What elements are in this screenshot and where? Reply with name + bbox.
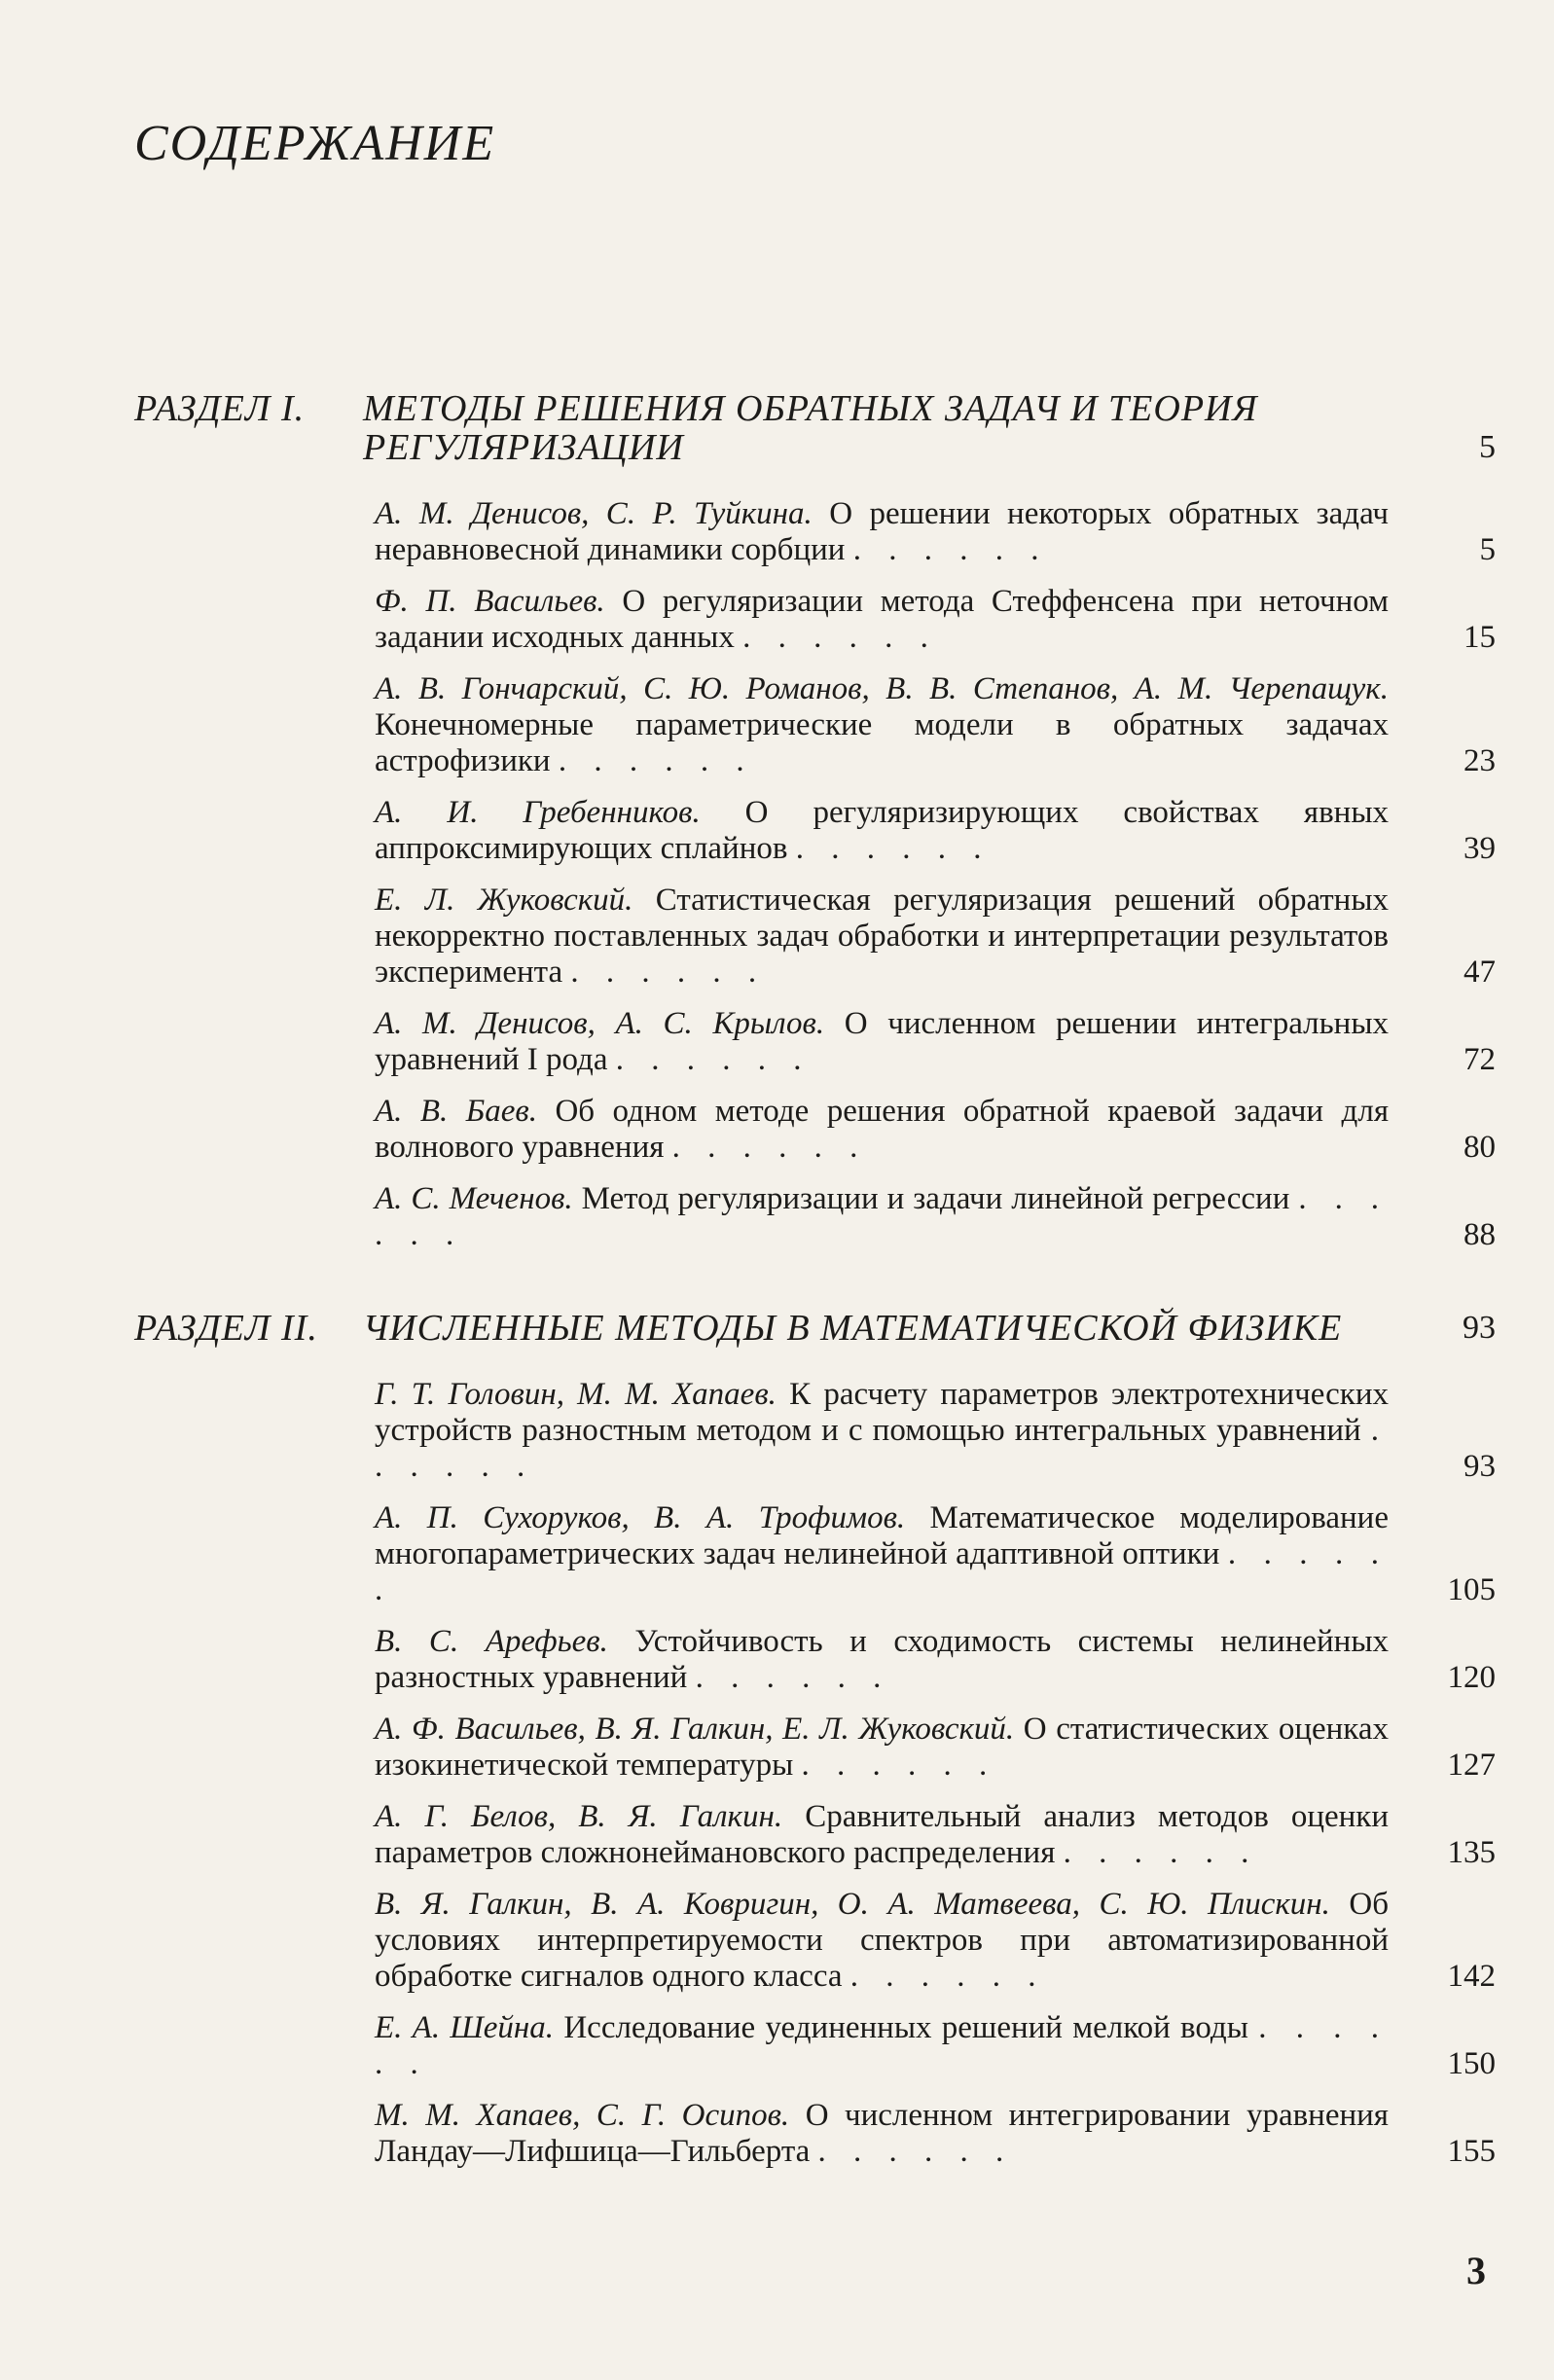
entry-authors: М. М. Хапаев, С. Г. Осипов. [375, 2098, 790, 2133]
leader-dots: . . . . . . [801, 1748, 997, 1783]
section-title [363, 389, 1398, 467]
entry-page: 80 [1464, 1130, 1496, 1165]
toc-entry [375, 2098, 1496, 2170]
leader-dots: . . . . . . [375, 2010, 1390, 2081]
entry-title: О решении некоторых обратных задач неравновесной динамики сорбции [375, 496, 1390, 567]
entry-title: О регуляризирующих свойствах явных аппроксимирующих сплайнов [375, 795, 1389, 866]
leader-dots: . . . . . . [375, 1413, 1389, 1484]
leader-dots: . . . . . . [852, 532, 1049, 567]
entry-title: К расчету параметров электротехнических устройств разностным методом и с помощью интегральных уравнений [375, 1377, 1389, 1448]
leader-dots: . . . . . . [795, 831, 992, 866]
entry-title: Статистическая регуляризация решений обратных некорректно поставленных задач обработки и интерпретации результатов эксперимента [375, 883, 1389, 990]
entry-page: 23 [1464, 743, 1496, 778]
entry-authors: А. М. Денисов, А. С. Крылов. [375, 1006, 825, 1041]
leader-dots: . . . . . . [615, 1042, 812, 1077]
section-title-line: МЕТОДЫ РЕШЕНИЯ ОБРАТНЫХ ЗАДАЧ И ТЕОРИЯ [363, 388, 1258, 429]
toc-entry [375, 1500, 1496, 1608]
page-title: СОДЕРЖАНИЕ [134, 116, 496, 171]
leader-dots: . . . . . . [695, 1660, 891, 1695]
toc-entry [375, 2010, 1496, 2082]
entry-authors: А. В. Баев. [375, 1094, 537, 1129]
section-2 [134, 1309, 1496, 2185]
toc-entry [375, 1712, 1496, 1784]
entry-authors: А. П. Сухоруков, В. А. Трофимов. [375, 1500, 906, 1535]
section-title-line: ЧИСЛЕННЫЕ МЕТОДЫ В МАТЕМАТИЧЕСКОЙ ФИЗИКЕ [363, 1308, 1343, 1349]
entry-page: 93 [1464, 1449, 1496, 1484]
toc-entry [375, 671, 1496, 779]
leader-dots: . . . . . . [849, 1959, 1046, 1994]
leader-dots: . . . . . . [742, 620, 938, 655]
entry-page: 105 [1447, 1572, 1496, 1607]
section-label: РАЗДЕЛ II. [134, 1308, 318, 1349]
entry-page: 5 [1479, 532, 1496, 567]
leader-dots: . . . . . . [570, 955, 767, 990]
entry-authors: Г. Т. Головин, М. М. Хапаев. [375, 1377, 777, 1412]
section-label: РАЗДЕЛ I. [134, 388, 306, 429]
entry-page: 15 [1464, 620, 1496, 655]
entry-title: Исследование уединенных решений мелкой воды [563, 2010, 1248, 2045]
entry-title: Метод регуляризации и задачи линейной регрессии [581, 1181, 1290, 1216]
entries-list [375, 1377, 1496, 2170]
entry-page: 142 [1447, 1959, 1496, 1994]
entry-authors: Е. А. Шейна. [375, 2010, 555, 2045]
entry-title: Конечномерные параметрические модели в обратных задачах астрофизики [375, 707, 1389, 778]
leader-dots: . . . . . . [558, 743, 754, 778]
toc-entry [375, 584, 1496, 656]
section-1 [134, 389, 1496, 1269]
section-title-line: РЕГУЛЯРИЗАЦИИ [363, 427, 684, 468]
section-title [363, 1309, 1398, 1348]
entry-authors: А. Ф. Васильев, В. Я. Галкин, Е. Л. Жуковский. [375, 1712, 1015, 1747]
entry-title: Математическое моделирование многопараметрических задач нелинейной адаптивной оптики [375, 1500, 1389, 1571]
entry-page: 127 [1447, 1748, 1496, 1783]
entry-authors: В. С. Арефьев. [375, 1624, 608, 1659]
leader-dots: . . . . . . [1063, 1835, 1259, 1870]
section-heading [134, 389, 1496, 467]
entry-title: Устойчивость и сходимость системы нелинейных разностных уравнений [375, 1624, 1390, 1695]
entry-title: О численном интегрировании уравнения Ландау—Лифшица—Гильберта [375, 2098, 1389, 2169]
toc-entry [375, 1377, 1496, 1485]
section-page: 93 [1463, 1310, 1496, 1346]
entry-page: 150 [1447, 2046, 1496, 2081]
entry-authors: А. И. Гребенников. [375, 795, 701, 830]
entry-authors: Ф. П. Васильев. [375, 584, 605, 619]
entry-page: 120 [1447, 1660, 1496, 1695]
entry-page: 135 [1447, 1835, 1496, 1870]
section-heading [134, 1309, 1496, 1348]
leader-dots: . . . . . . [375, 1181, 1390, 1252]
entry-title: Об одном методе решения обратной краевой задачи для волнового уравнения [375, 1094, 1389, 1165]
entry-page: 47 [1464, 955, 1496, 990]
leader-dots: . . . . . . [375, 1536, 1390, 1607]
toc-entry [375, 795, 1496, 867]
toc-entry [375, 1887, 1496, 1995]
entry-title: Сравнительный анализ методов оценки параметров сложнонеймановского распределения [375, 1799, 1389, 1870]
leader-dots: . . . . . . [671, 1130, 868, 1165]
toc-entry [375, 1006, 1496, 1078]
entries-list [375, 496, 1496, 1253]
entry-authors: А. М. Денисов, С. Р. Туйкина. [375, 496, 813, 531]
toc-entry [375, 1094, 1496, 1166]
toc-entry [375, 883, 1496, 991]
entry-authors: А. В. Гончарский, С. Ю. Романов, В. В. Степанов, А. М. Черепащук. [375, 671, 1389, 706]
entry-page: 88 [1464, 1217, 1496, 1252]
leader-dots: . . . . . . [817, 2134, 1014, 2169]
page-number: 3 [1466, 2249, 1486, 2292]
toc-entry [375, 1799, 1496, 1871]
entry-page: 39 [1464, 831, 1496, 866]
entry-page: 155 [1447, 2134, 1496, 2169]
toc-entry [375, 496, 1496, 568]
section-page: 5 [1479, 429, 1496, 465]
toc-entry [375, 1624, 1496, 1696]
entry-authors: Е. Л. Жуковский. [375, 883, 633, 918]
entry-page: 72 [1464, 1042, 1496, 1077]
entry-authors: А. С. Меченов. [375, 1181, 573, 1216]
entry-authors: А. Г. Белов, В. Я. Галкин. [375, 1799, 783, 1834]
entry-title: Об условиях интерпретируемости спектров при автоматизированной обработке сигналов одного класса [375, 1887, 1389, 1994]
entry-title: О регуляризации метода Стеффенсена при неточном задании исходных данных [375, 584, 1389, 655]
toc-entry [375, 1181, 1496, 1253]
entry-title: О статистических оценках изокинетической температуры [375, 1712, 1389, 1783]
entry-title: О численном решении интегральных уравнений I рода [375, 1006, 1390, 1077]
entry-authors: В. Я. Галкин, В. А. Ковригин, О. А. Матвеева, С. Ю. Плискин. [375, 1887, 1330, 1922]
